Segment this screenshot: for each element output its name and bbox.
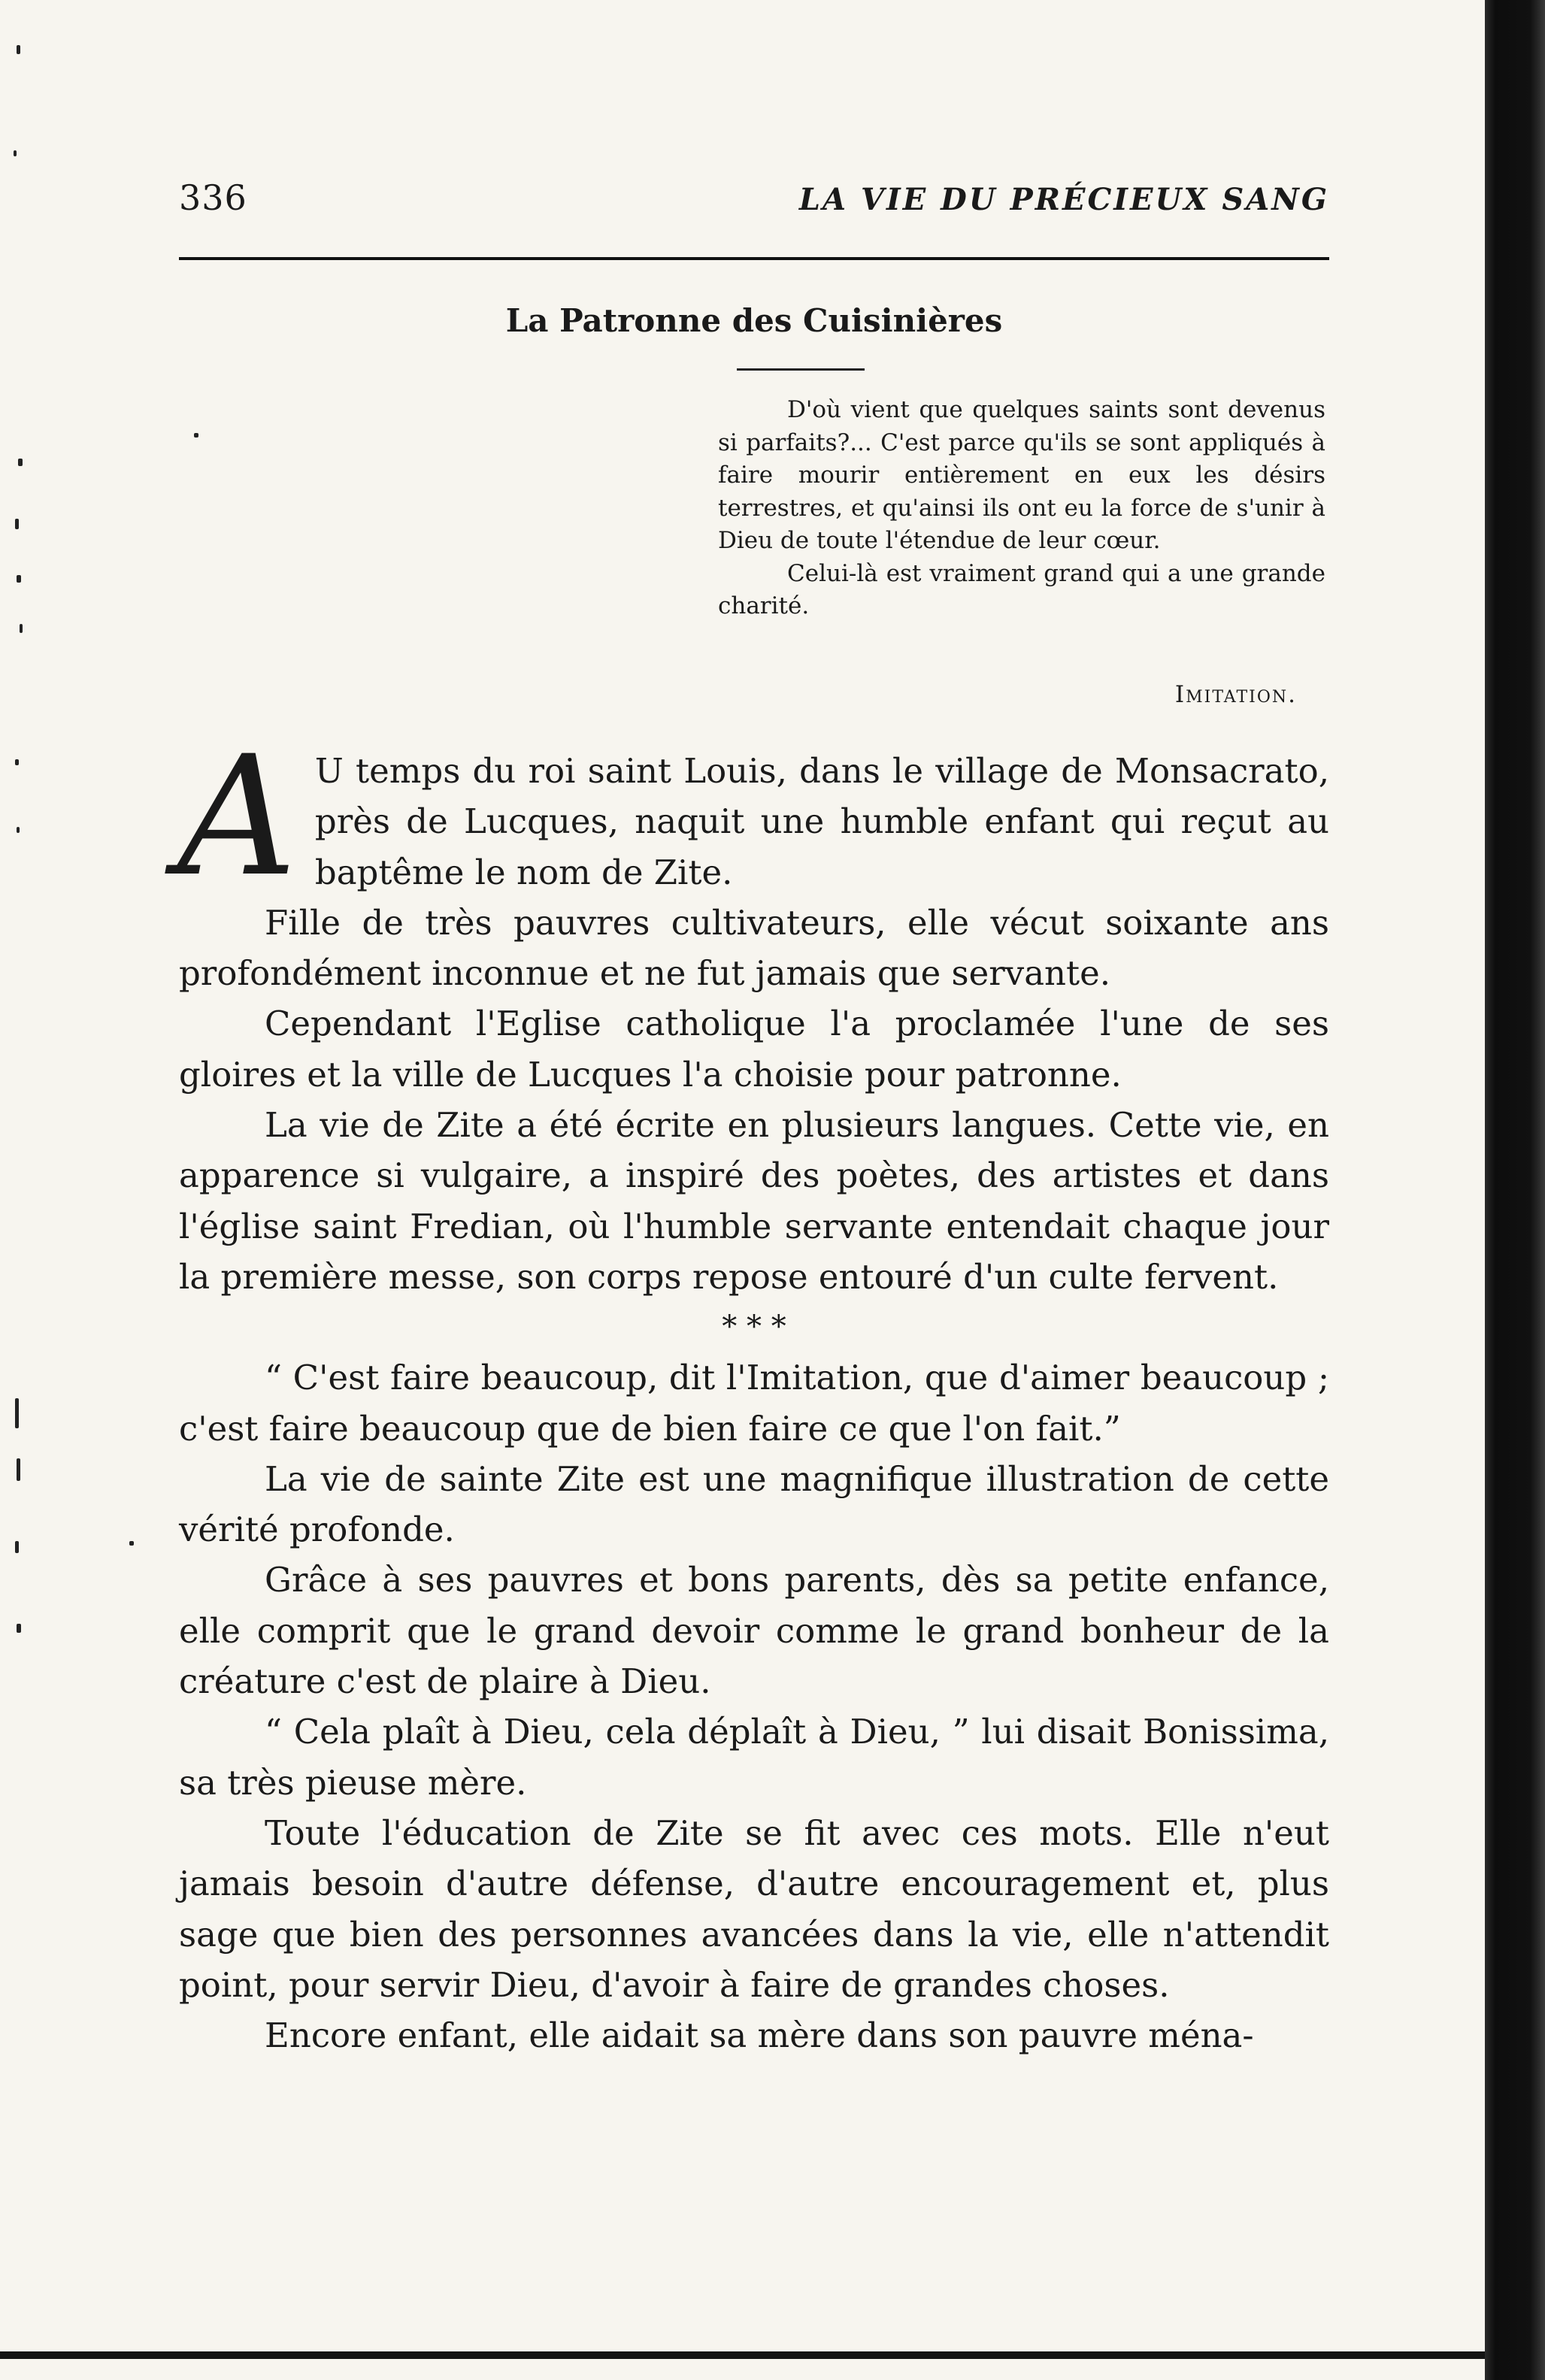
- section-title: La Patronne des Cuisinières: [505, 302, 1003, 339]
- body-paragraph: Fille de très pauvres cultivateurs, elle vécut soixante ans profondément inconnue et ne fut jamais que servante.: [179, 902, 1329, 994]
- body-paragraph: Cependant l'Eglise catholique l'a proclamée l'une de ses gloires et la ville de Lucques l'a choisie pour patronne.: [179, 1004, 1329, 1095]
- scan-speck: [194, 433, 198, 438]
- scan-speck: [17, 45, 20, 54]
- body-paragraph: “ C'est faire beaucoup, dit l'Imitation, que d'aimer beaucoup ; c'est faire beaucoup que de bien faire ce que l'on fait.”: [179, 1358, 1329, 1449]
- body-paragraph: Grâce à ses pauvres et bons parents, dès sa petite enfance, elle comprit que le grand devoir comme le grand bonheur de la créature c'est de plaire à Dieu.: [179, 1560, 1329, 1702]
- running-title: LA VIE DU PRÉCIEUX SANG: [798, 182, 1329, 217]
- scan-speck: [17, 1458, 20, 1481]
- epigraph-source: Imitation.: [1174, 681, 1297, 708]
- scan-speck: [17, 827, 20, 833]
- first-paragraph-text: U temps du roi saint Louis, dans le village de Monsacrato, près de Lucques, naquit une humble enfant qui reçut au baptême le nom de Zite.: [314, 751, 1329, 892]
- scan-speck: [20, 624, 23, 633]
- page-bottom-edge: [0, 2351, 1485, 2359]
- epigraph-paragraph: D'où vient que quelques saints sont devenus si parfaits?... C'est parce qu'ils se sont appliqués à faire mourir entièrement en eux les désirs terrestres, et qu'ainsi ils ont eu la force de s'unir à Dieu de toute l'étendue de leur cœur.: [718, 396, 1325, 554]
- body-text: [177, 720, 1329, 2061]
- scan-speck: [18, 459, 23, 466]
- header-rule: [179, 257, 1329, 260]
- drop-cap: A: [177, 720, 297, 913]
- page-number: 336: [179, 177, 247, 218]
- body-paragraph: [177, 720, 1329, 913]
- body-paragraph: “ Cela plaît à Dieu, cela déplaît à Dieu, ” lui disait Bonissima, sa très pieuse mère.: [179, 1712, 1329, 1803]
- title-rule: [737, 368, 865, 371]
- scan-speck: [14, 150, 17, 156]
- scan-speck: [15, 519, 19, 529]
- body-paragraph: Toute l'éducation de Zite se fit avec ces mots. Elle n'eut jamais besoin d'autre défense, d'autre encouragement et, plus sage que bien des personnes avancées dans la vie, elle n'attendit point, pour servir Dieu, d'avoir à faire de grandes choses.: [179, 1812, 1329, 2005]
- scan-speck: [15, 1398, 19, 1428]
- epigraph-paragraph: Celui-là est vraiment grand qui a une grande charité.: [718, 559, 1325, 619]
- scan-speck: [15, 1541, 19, 1553]
- scan-speck: [15, 759, 19, 765]
- body-paragraph: La vie de sainte Zite est une magnifique illustration de cette vérité profonde.: [179, 1458, 1329, 1550]
- running-header: [179, 171, 1329, 232]
- scan-speck: [17, 1624, 21, 1633]
- scan-speck: [129, 1541, 134, 1546]
- epigraph: [718, 394, 1325, 623]
- body-paragraph: Encore enfant, elle aidait sa mère dans son pauvre ména-: [265, 2015, 1254, 2056]
- body-paragraph: La vie de Zite a été écrite en plusieurs langues. Cette vie, en apparence si vulgaire, a inspiré des poètes, des artistes et dans l'église saint Fredian, où l'humble servante entendait chaque jour la première messe, son corps repose entouré d'un culte fervent.: [179, 1105, 1329, 1297]
- binding-edge: [1485, 0, 1545, 2380]
- asterism-ornament: * * *: [722, 1310, 786, 1345]
- scan-speck: [17, 575, 21, 583]
